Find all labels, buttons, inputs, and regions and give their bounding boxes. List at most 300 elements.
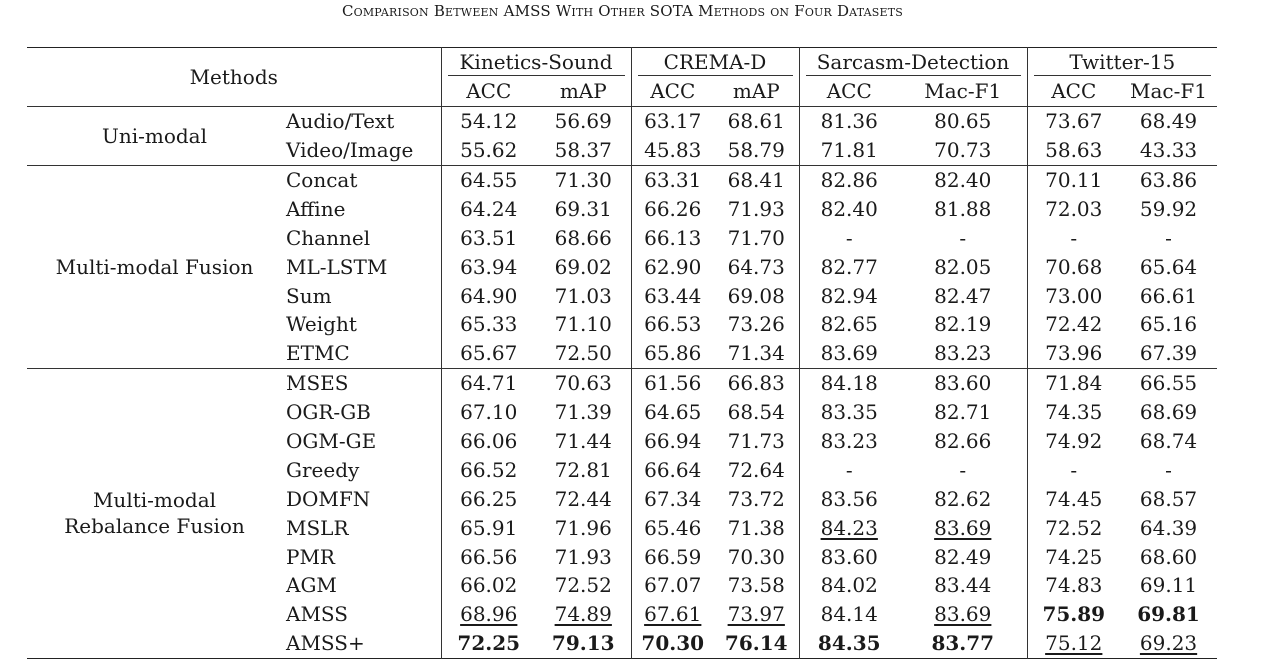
metric-value-text: - <box>1070 225 1078 250</box>
metric-value <box>631 368 714 397</box>
method-name: Channel <box>286 225 371 250</box>
metric-value <box>714 484 799 513</box>
metric-value <box>714 194 799 223</box>
method-name: Affine <box>286 196 346 221</box>
method-name: Audio/Text <box>282 106 441 135</box>
metric-value-text: 82.65 <box>820 312 878 337</box>
metric-value <box>441 513 536 542</box>
metric-value-text: 62.90 <box>644 254 702 279</box>
metric-value-text: 64.90 <box>460 283 518 308</box>
metric-value-text: 66.25 <box>460 486 518 511</box>
metric-value <box>899 600 1027 629</box>
metric-value-text: 83.69 <box>934 602 992 627</box>
metric-value-text: 64.73 <box>727 254 785 279</box>
metric-value <box>441 339 536 368</box>
metric-value-text: 71.39 <box>554 400 612 425</box>
method-name: MSLR <box>286 515 349 540</box>
metric-value <box>536 223 631 252</box>
metric-value <box>1120 310 1217 339</box>
group-label <box>27 368 282 658</box>
metric-value <box>441 194 536 223</box>
metric-value <box>536 484 631 513</box>
metric-value <box>1027 600 1120 629</box>
metric-value <box>536 165 631 194</box>
metric-value-text: 63.31 <box>644 168 702 192</box>
metric-value <box>799 629 899 658</box>
metric-value <box>536 339 631 368</box>
metric-value-text: 74.25 <box>1045 544 1103 569</box>
metric-value <box>799 571 899 600</box>
metric-value <box>1120 427 1217 456</box>
metric-value <box>799 252 899 281</box>
metric-value <box>1120 398 1217 427</box>
metric-value <box>714 542 799 571</box>
metric-value-text: 65.16 <box>1139 312 1198 337</box>
metric-value <box>714 629 799 658</box>
metric-value <box>799 398 899 427</box>
metric-value <box>631 281 714 310</box>
metric-value <box>536 310 631 339</box>
group-label <box>27 106 282 165</box>
metric-value-text: 68.96 <box>460 602 518 627</box>
metric-value-text: 82.47 <box>934 283 992 308</box>
metric-value <box>631 484 714 513</box>
method-name: PMR <box>286 544 335 569</box>
metric-value-text: 66.02 <box>460 573 518 598</box>
table-body <box>27 106 1217 658</box>
dataset-name: CREMA-D <box>638 49 793 76</box>
metric-value-text: 68.41 <box>727 168 785 192</box>
metric-value <box>1120 165 1217 194</box>
metric-value-text: 71.93 <box>554 544 612 569</box>
metric-value-text: 69.11 <box>1139 573 1198 598</box>
metric-value <box>1027 223 1120 252</box>
metric-value <box>441 398 536 427</box>
metric-value-text: 64.65 <box>644 400 702 425</box>
metric-value <box>1027 339 1120 368</box>
metric-value <box>536 629 631 658</box>
metric-value <box>799 339 899 368</box>
methods-header: Methods <box>189 64 278 89</box>
method-name: Sum <box>286 283 332 308</box>
metric-value <box>631 513 714 542</box>
metric-value-text: 70.30 <box>727 544 785 569</box>
metric-value-text: - <box>1070 457 1078 482</box>
metric-value-text: 68.57 <box>1139 486 1198 511</box>
metric-value <box>1120 194 1217 223</box>
metric-value-text: 84.02 <box>820 573 878 598</box>
metric-value <box>1120 484 1217 513</box>
metric-value-text: 83.35 <box>820 400 878 425</box>
metric-value-text: 74.89 <box>554 602 612 627</box>
metric-value-text: 68.74 <box>1139 429 1198 454</box>
metric-value <box>899 368 1027 397</box>
metric-value <box>799 542 899 571</box>
metric-value-text: 63.17 <box>644 109 702 134</box>
method-name: OGM-GE <box>286 429 377 454</box>
metric-value-text: - <box>959 225 967 250</box>
metric-value-text: 72.64 <box>727 457 785 482</box>
metric-value <box>536 571 631 600</box>
dataset-header <box>1027 48 1217 77</box>
metric-value-text: 64.39 <box>1139 515 1198 540</box>
metric-header: ACC <box>1027 77 1120 106</box>
metric-value <box>799 136 899 165</box>
metric-value-text: - <box>845 457 853 482</box>
metric-value-text: 76.14 <box>724 631 788 656</box>
metric-value-text: 82.62 <box>934 486 992 511</box>
metric-value <box>1120 455 1217 484</box>
metric-value <box>536 455 631 484</box>
metric-value <box>1120 281 1217 310</box>
method-name: ETMC <box>286 341 350 366</box>
metric-value <box>899 571 1027 600</box>
metric-value-text: 75.89 <box>1042 602 1106 627</box>
metric-value <box>441 455 536 484</box>
metric-value-text: 74.83 <box>1045 573 1103 598</box>
metric-value-text: 72.52 <box>1045 515 1103 540</box>
method-name: Video/Image <box>286 138 414 163</box>
metric-value-text: 61.56 <box>644 371 702 396</box>
metric-value <box>799 310 899 339</box>
metric-value-text: 79.13 <box>551 631 615 656</box>
metric-header: Mac-F1 <box>924 79 1002 104</box>
metric-value <box>441 281 536 310</box>
metric-value-text: 73.72 <box>727 486 785 511</box>
metric-value-text: 70.68 <box>1045 254 1103 279</box>
metric-value-text: 67.39 <box>1139 341 1198 366</box>
metric-value-text: 65.64 <box>1139 254 1198 279</box>
method-name: OGR-GB <box>286 400 371 425</box>
table-row <box>27 165 1217 194</box>
metric-value <box>799 455 899 484</box>
metric-value <box>714 339 799 368</box>
metric-value-text: 71.93 <box>727 196 785 221</box>
metric-value <box>631 339 714 368</box>
metric-value-text: 66.52 <box>460 457 518 482</box>
metric-value-text: 83.23 <box>820 429 878 454</box>
dataset-header <box>631 48 799 77</box>
metric-value-text: 58.37 <box>554 138 612 163</box>
metric-value <box>899 513 1027 542</box>
metric-value-text: 71.03 <box>554 283 612 308</box>
metric-value <box>536 368 631 397</box>
metric-value-text: 66.26 <box>644 196 702 221</box>
metric-value-text: 83.77 <box>931 631 995 656</box>
metric-value-text: 73.96 <box>1045 341 1103 366</box>
metric-value-text: 73.26 <box>727 312 785 337</box>
metric-value <box>631 455 714 484</box>
metric-value-text: 83.69 <box>934 515 992 540</box>
metric-value <box>536 542 631 571</box>
metric-value-text: 73.97 <box>727 602 785 627</box>
metric-value-text: 68.54 <box>727 400 785 425</box>
metric-value-text: 65.91 <box>460 515 518 540</box>
metric-value <box>441 223 536 252</box>
metric-value-text: 74.92 <box>1045 429 1103 454</box>
metric-value-text: 82.71 <box>934 400 992 425</box>
metric-value-text: 82.86 <box>820 168 878 192</box>
metric-value <box>799 484 899 513</box>
method-name: AMSS <box>286 602 348 627</box>
metric-value <box>799 513 899 542</box>
metric-value <box>441 571 536 600</box>
metric-value <box>899 310 1027 339</box>
metric-value-text: - <box>959 457 967 482</box>
metric-value-text: 70.63 <box>554 371 612 396</box>
metric-value <box>441 165 536 194</box>
metric-value <box>799 427 899 456</box>
metric-value <box>441 106 536 135</box>
metric-value-text: 63.86 <box>1139 168 1198 192</box>
metric-value-text: 84.18 <box>820 371 878 396</box>
metric-value-text: 65.33 <box>460 312 518 337</box>
dataset-name: Sarcasm-Detection <box>806 49 1021 76</box>
method-name: Greedy <box>286 457 360 482</box>
metric-value-text: 67.07 <box>644 573 702 598</box>
method-name: MSES <box>282 368 441 397</box>
metric-value-text: 71.38 <box>727 515 785 540</box>
metric-value-text: 80.65 <box>934 109 992 134</box>
metric-value-text: 70.73 <box>934 138 992 163</box>
metric-value-text: 66.94 <box>644 429 702 454</box>
metric-value-text: 69.02 <box>554 254 612 279</box>
metric-value <box>899 281 1027 310</box>
metric-header: mAP <box>559 79 607 104</box>
metric-value-text: 71.73 <box>727 429 785 454</box>
metric-value <box>1120 252 1217 281</box>
metric-value <box>1120 542 1217 571</box>
metric-value <box>714 600 799 629</box>
metric-value <box>799 223 899 252</box>
group-label-line: Uni-modal <box>101 123 208 148</box>
metric-value <box>1027 106 1120 135</box>
metric-value-text: 84.35 <box>817 631 881 656</box>
metric-value <box>631 571 714 600</box>
method-name: ML-LSTM <box>286 254 388 279</box>
method-name: AGM <box>286 573 337 598</box>
metric-value <box>536 136 631 165</box>
metric-value <box>441 600 536 629</box>
metric-value <box>714 136 799 165</box>
metric-value-text: 43.33 <box>1139 138 1198 163</box>
metric-value <box>631 398 714 427</box>
method-name: Weight <box>286 312 357 337</box>
metric-value <box>631 165 714 194</box>
metric-value <box>536 398 631 427</box>
metric-value-text: 68.60 <box>1139 544 1198 569</box>
metric-value <box>1027 252 1120 281</box>
metric-value-text: 58.79 <box>727 138 785 163</box>
metric-value <box>714 398 799 427</box>
metric-value-text: 83.44 <box>934 573 992 598</box>
metric-value <box>899 542 1027 571</box>
metric-value-text: 66.61 <box>1139 283 1198 308</box>
metric-value-text: 67.34 <box>644 486 702 511</box>
metric-value-text: 66.56 <box>460 544 518 569</box>
metric-value-text: 59.92 <box>1139 196 1198 221</box>
metric-value-text: 82.05 <box>934 254 992 279</box>
metric-value-text: 82.66 <box>934 429 992 454</box>
metric-value <box>714 368 799 397</box>
metric-value-text: 63.44 <box>644 283 702 308</box>
metric-value <box>899 339 1027 368</box>
metric-value-text: 67.10 <box>460 400 518 425</box>
metric-value-text: 66.13 <box>644 225 702 250</box>
metric-value <box>1027 281 1120 310</box>
metric-value <box>1120 513 1217 542</box>
metric-value-text: 74.45 <box>1045 486 1103 511</box>
metric-value-text: 71.96 <box>554 515 612 540</box>
metric-value-text: 84.14 <box>820 602 878 627</box>
metric-value-text: 71.30 <box>554 168 612 192</box>
metric-value <box>441 427 536 456</box>
metric-value <box>899 223 1027 252</box>
metric-value <box>799 600 899 629</box>
metric-value <box>1027 310 1120 339</box>
metric-value <box>1120 339 1217 368</box>
metric-value <box>714 252 799 281</box>
metric-value-text: 56.69 <box>554 109 612 134</box>
metric-value <box>631 106 714 135</box>
metric-value-text: 72.42 <box>1045 312 1103 337</box>
group-label-line: Multi-modal Fusion <box>55 254 254 279</box>
metric-header: ACC <box>631 77 714 106</box>
metric-value <box>899 427 1027 456</box>
metric-value <box>536 281 631 310</box>
metric-value-text: 72.50 <box>554 341 612 366</box>
metric-value-text: 58.63 <box>1045 138 1103 163</box>
metric-value <box>899 194 1027 223</box>
metric-value <box>1027 455 1120 484</box>
metric-value <box>1027 427 1120 456</box>
metric-value <box>899 629 1027 658</box>
metric-header: ACC <box>799 77 899 106</box>
metric-value <box>899 165 1027 194</box>
dataset-header <box>441 48 631 77</box>
group-label-line: Rebalance Fusion <box>64 514 245 539</box>
metric-value <box>899 252 1027 281</box>
metric-value-text: 83.60 <box>934 371 992 396</box>
metric-value-text: 67.61 <box>644 602 702 627</box>
metric-value-text: - <box>845 225 853 250</box>
metric-value <box>1027 484 1120 513</box>
metric-value <box>714 571 799 600</box>
metric-value <box>536 513 631 542</box>
metric-value <box>631 252 714 281</box>
metric-value <box>1120 600 1217 629</box>
metric-value <box>1120 136 1217 165</box>
metric-value <box>714 165 799 194</box>
metric-value-text: 71.44 <box>554 429 612 454</box>
metric-value <box>631 600 714 629</box>
method-name: Concat <box>282 165 441 194</box>
metric-value <box>441 484 536 513</box>
metric-value <box>714 455 799 484</box>
metric-value <box>1027 165 1120 194</box>
metric-value <box>1120 368 1217 397</box>
metric-value <box>899 106 1027 135</box>
metric-value-text: 70.11 <box>1045 168 1103 192</box>
metric-value-text: 75.12 <box>1045 631 1103 656</box>
metric-value-text: - <box>1165 457 1172 482</box>
metric-value <box>714 310 799 339</box>
table-caption: Comparison Between AMSS With Other SOTA Methods on Four Datasets <box>341 2 904 20</box>
metric-value <box>441 368 536 397</box>
metric-value-text: 83.56 <box>820 486 878 511</box>
metric-value <box>899 484 1027 513</box>
metric-value <box>714 106 799 135</box>
metric-value <box>714 427 799 456</box>
metric-value-text: 66.53 <box>644 312 702 337</box>
metric-value <box>1027 629 1120 658</box>
metric-value <box>441 252 536 281</box>
metric-value-text: 81.36 <box>820 109 878 134</box>
metric-value-text: 69.81 <box>1137 602 1200 627</box>
metric-value-text: 54.12 <box>460 109 518 134</box>
metric-value-text: 73.00 <box>1045 283 1103 308</box>
metric-value <box>1027 136 1120 165</box>
metric-value <box>1027 194 1120 223</box>
metric-value-text: 65.67 <box>460 341 518 366</box>
metric-value <box>536 194 631 223</box>
metric-value-text: 72.81 <box>554 457 612 482</box>
metric-value <box>1027 398 1120 427</box>
metric-value <box>631 310 714 339</box>
metric-value-text: 73.67 <box>1045 109 1103 134</box>
comparison-table <box>27 47 1217 659</box>
metric-value-text: 74.35 <box>1045 400 1103 425</box>
metric-value-text: 65.86 <box>644 341 702 366</box>
metric-value <box>899 455 1027 484</box>
metric-value <box>1120 629 1217 658</box>
metric-value <box>631 629 714 658</box>
group-label-line: Multi-modal <box>92 488 217 513</box>
metric-value-text: 82.40 <box>934 168 992 192</box>
metric-value-text: 66.64 <box>644 457 702 482</box>
metric-value-text: 72.25 <box>457 631 521 656</box>
metric-value <box>441 136 536 165</box>
metric-value <box>1120 571 1217 600</box>
metric-value-text: 71.70 <box>727 225 785 250</box>
metric-value <box>899 398 1027 427</box>
metric-value-text: 71.10 <box>554 312 612 337</box>
metric-value <box>1027 513 1120 542</box>
metric-value <box>631 136 714 165</box>
metric-value <box>631 194 714 223</box>
method-name: AMSS+ <box>286 631 365 656</box>
metric-value-text: 70.30 <box>641 631 705 656</box>
metric-value <box>899 136 1027 165</box>
metric-value-text: 69.08 <box>727 283 785 308</box>
metric-value-text: 64.24 <box>460 196 518 221</box>
metric-value-text: 68.66 <box>554 225 612 250</box>
metric-value-text: 65.46 <box>644 515 702 540</box>
dataset-name: Twitter-15 <box>1034 49 1212 76</box>
metric-value <box>799 106 899 135</box>
metric-value <box>714 281 799 310</box>
metric-value-text: 81.88 <box>934 196 992 221</box>
metric-value-text: 84.23 <box>820 515 878 540</box>
metric-value <box>1027 571 1120 600</box>
metric-value-text: 72.03 <box>1045 196 1103 221</box>
metric-value <box>631 542 714 571</box>
metric-value <box>441 310 536 339</box>
metric-header: ACC <box>441 77 536 106</box>
metric-value <box>536 427 631 456</box>
metric-value <box>799 194 899 223</box>
metric-value-text: 66.59 <box>644 544 702 569</box>
